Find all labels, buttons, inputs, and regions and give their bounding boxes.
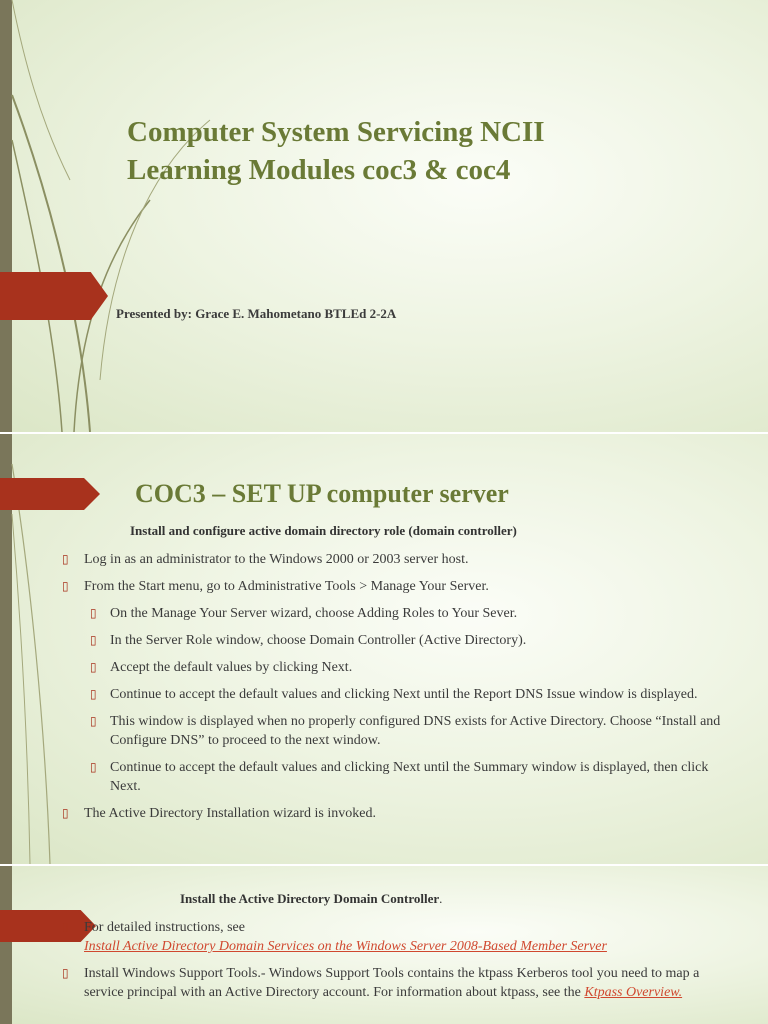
subheading-suffix: . (439, 891, 443, 906)
steps-list (0, 550, 768, 831)
instructions-list (0, 918, 768, 1010)
install-ad-ds-link[interactable]: Install Active Directory Domain Services on the Windows Server 2008-Based Member Server (84, 939, 607, 954)
accent-arrow (0, 272, 108, 320)
subheading-text: Install the Active Directory Domain Controller (180, 891, 440, 906)
title-slide (0, 0, 768, 432)
list-item: ▯ On the Manage Your Server wizard, choose Adding Roles to Your Sever. (0, 604, 768, 623)
list-item: ▯ The Active Directory Installation wizard is invoked. (0, 804, 768, 823)
list-item: ▯ Continue to accept the default values and clicking Next until the Report DNS Issue window is displayed. (0, 685, 768, 704)
decorative-swirl-lines (0, 0, 768, 432)
ktpass-overview-link[interactable]: Ktpass Overview. (584, 985, 683, 1000)
presenter-line: Presented by: Grace E. Mahometano BTLEd 2-2A (116, 306, 397, 321)
list-item: ▯ From the Start menu, go to Administrative Tools > Manage Your Server. (0, 577, 768, 596)
accent-arrow (0, 478, 100, 510)
list-item: ▯ This window is displayed when no properly configured DNS exists for Active Directory. Choose “Install and Configure DNS” to proceed to the next window. (0, 712, 768, 750)
slide-title (127, 113, 545, 189)
section-subheading: Install and configure active domain directory role (domain controller) (130, 523, 517, 538)
item-text: For detailed instructions, see (84, 920, 245, 935)
title-line-2: Learning Modules coc3 & coc4 (127, 154, 511, 186)
item-text: Install Windows Support Tools.- Windows Support Tools contains the ktpass Kerberos tool you need to map a service principal with an Active Directory account. For information about ktpass, see the (84, 966, 700, 1000)
list-item: ▯ Accept the default values by clicking Next. (0, 658, 768, 677)
title-line-1: Computer System Servicing NCII (127, 116, 545, 148)
list-item: ▯ In the Server Role window, choose Domain Controller (Active Directory). (0, 631, 768, 650)
slide-title: COC3 – SET UP computer server (135, 479, 509, 508)
section-subheading (180, 891, 442, 907)
list-item (0, 918, 768, 956)
list-item: ▯ Log in as an administrator to the Windows 2000 or 2003 server host. (0, 550, 768, 569)
list-item (0, 964, 768, 1002)
list-item: ▯ Continue to accept the default values and clicking Next until the Summary window is displayed, then click Next. (0, 758, 768, 796)
